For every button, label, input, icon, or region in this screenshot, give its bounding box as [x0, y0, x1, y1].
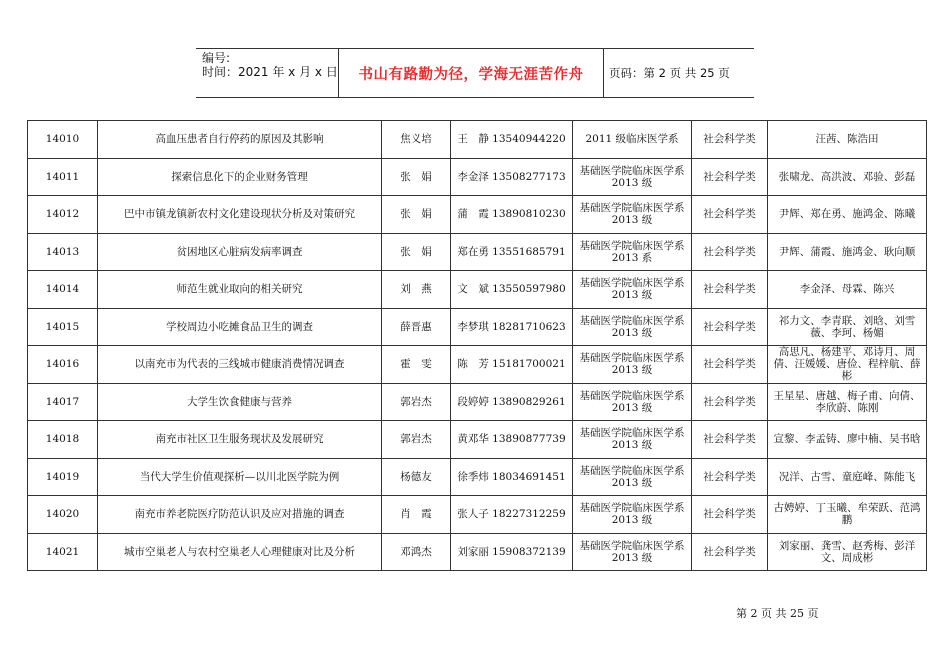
table-row [28, 196, 927, 234]
category-cell: 社会科学类 [692, 271, 768, 309]
department-cell: 基础医学院临床医学系 2013 级 [573, 271, 692, 309]
category-cell: 社会科学类 [692, 158, 768, 196]
members-cell: 刘家丽、龚雪、赵秀梅、彭洋文、周成彬 [768, 533, 927, 571]
department-cell: 基础医学院临床医学系 2013 级 [573, 158, 692, 196]
header-page-cell [604, 49, 754, 97]
table-row [28, 533, 927, 571]
project-id-cell: 14011 [28, 158, 98, 196]
project-title-cell: 南充市社区卫生服务现状及发展研究 [98, 421, 382, 459]
advisor-cell: 邓鸿杰 [382, 533, 451, 571]
category-cell: 社会科学类 [692, 196, 768, 234]
advisor-cell: 肖 霞 [382, 496, 451, 534]
leader-contact-cell: 文 斌 13550597980 [451, 271, 573, 309]
motto-text: 书山有路勤为径，学海无涯苦作舟 [358, 66, 584, 83]
table-row [28, 158, 927, 196]
date-label: 时间：2021 年 x 月 x 日 [202, 65, 338, 79]
department-cell: 基础医学院临床医学系 2013 系 [573, 233, 692, 271]
department-cell: 基础医学院临床医学系 2013 级 [573, 346, 692, 384]
members-cell: 况洋、古雪、童庭峰、陈能飞 [768, 458, 927, 496]
members-cell: 尹辉、郑在勇、施鸿金、陈曦 [768, 196, 927, 234]
advisor-cell: 薛晋惠 [382, 308, 451, 346]
advisor-cell: 张 娟 [382, 158, 451, 196]
project-title-cell: 高血压患者自行停药的原因及其影响 [98, 121, 382, 159]
leader-contact-cell: 李梦琪 18281710623 [451, 308, 573, 346]
table-row [28, 346, 927, 384]
leader-contact-cell: 王 静 13540944220 [451, 121, 573, 159]
advisor-cell: 刘 燕 [382, 271, 451, 309]
serial-number-label: 编号: [202, 51, 231, 65]
leader-contact-cell: 张人子 18227312259 [451, 496, 573, 534]
members-cell: 宣黎、李孟铸、廖中楠、吴书晗 [768, 421, 927, 459]
project-id-cell: 14019 [28, 458, 98, 496]
leader-contact-cell: 段婷婷 13890829261 [451, 383, 573, 421]
category-cell: 社会科学类 [692, 383, 768, 421]
members-cell: 古娉婷、丁玉曦、牟荣跃、范鸿鹏 [768, 496, 927, 534]
category-cell: 社会科学类 [692, 346, 768, 384]
department-cell: 基础医学院临床医学系 2013 级 [573, 308, 692, 346]
advisor-cell: 霍 雯 [382, 346, 451, 384]
project-title-cell: 城市空巢老人与农村空巢老人心理健康对比及分析 [98, 533, 382, 571]
table-row [28, 496, 927, 534]
advisor-cell: 焦义培 [382, 121, 451, 159]
category-cell: 社会科学类 [692, 308, 768, 346]
header-motto-cell [339, 49, 604, 97]
advisor-cell: 张 娟 [382, 196, 451, 234]
project-title-cell: 以南充市为代表的三线城市健康消费情况调查 [98, 346, 382, 384]
category-cell: 社会科学类 [692, 458, 768, 496]
project-id-cell: 14021 [28, 533, 98, 571]
project-id-cell: 14012 [28, 196, 98, 234]
page-footer: 第 2 页 共 25 页 [736, 607, 819, 620]
project-table [27, 120, 927, 571]
project-id-cell: 14016 [28, 346, 98, 384]
project-title-cell: 探索信息化下的企业财务管理 [98, 158, 382, 196]
members-cell: 汪茜、陈浩田 [768, 121, 927, 159]
advisor-cell: 郭岩杰 [382, 421, 451, 459]
table-row [28, 121, 927, 159]
project-id-cell: 14010 [28, 121, 98, 159]
leader-contact-cell: 李金泽 13508277173 [451, 158, 573, 196]
page-header [196, 48, 754, 98]
project-title-cell: 贫困地区心脏病发病率调查 [98, 233, 382, 271]
category-cell: 社会科学类 [692, 121, 768, 159]
project-id-cell: 14020 [28, 496, 98, 534]
leader-contact-cell: 陈 芳 15181700021 [451, 346, 573, 384]
advisor-cell: 张 娟 [382, 233, 451, 271]
table-row [28, 308, 927, 346]
department-cell: 基础医学院临床医学系 2013 级 [573, 383, 692, 421]
category-cell: 社会科学类 [692, 533, 768, 571]
table-row [28, 458, 927, 496]
advisor-cell: 郭岩杰 [382, 383, 451, 421]
members-cell: 尹辉、蒲霞、施鸿金、耿向顺 [768, 233, 927, 271]
category-cell: 社会科学类 [692, 421, 768, 459]
department-cell: 基础医学院临床医学系 2013 级 [573, 458, 692, 496]
project-title-cell: 当代大学生价值观探析—以川北医学院为例 [98, 458, 382, 496]
leader-contact-cell: 徐季炜 18034691451 [451, 458, 573, 496]
department-cell: 基础医学院临床医学系 2013 级 [573, 496, 692, 534]
project-title-cell: 师范生就业取向的相关研究 [98, 271, 382, 309]
table-row [28, 271, 927, 309]
page-code: 页码：第 2 页 共 25 页 [609, 66, 730, 80]
project-title-cell: 大学生饮食健康与营养 [98, 383, 382, 421]
table-row [28, 383, 927, 421]
table-row [28, 421, 927, 459]
leader-contact-cell: 蒲 霞 13890810230 [451, 196, 573, 234]
members-cell: 李金泽、母霖、陈兴 [768, 271, 927, 309]
category-cell: 社会科学类 [692, 496, 768, 534]
project-id-cell: 14017 [28, 383, 98, 421]
project-table-body [28, 121, 927, 571]
members-cell: 王星星、唐越、梅子甫、向倩、李欣蔚、陈刚 [768, 383, 927, 421]
project-id-cell: 14013 [28, 233, 98, 271]
department-cell: 基础医学院临床医学系 2013 级 [573, 196, 692, 234]
project-title-cell: 学校周边小吃摊食品卫生的调查 [98, 308, 382, 346]
members-cell: 高思凡、杨建平、邓诗月、周倩、汪媛媛、唐俭、程梓航、薛彬 [768, 346, 927, 384]
members-cell: 张啸龙、高洪波、邓验、彭磊 [768, 158, 927, 196]
project-title-cell: 巴中市镇龙镇新农村文化建设现状分析及对策研究 [98, 196, 382, 234]
department-cell: 基础医学院临床医学系 2013 级 [573, 421, 692, 459]
project-id-cell: 14018 [28, 421, 98, 459]
advisor-cell: 杨德友 [382, 458, 451, 496]
leader-contact-cell: 黄邓华 13890877739 [451, 421, 573, 459]
header-info [196, 49, 339, 97]
members-cell: 祁力文、李青联、刘晗、刘雪薇、李珂、杨媚 [768, 308, 927, 346]
department-cell: 基础医学院临床医学系 2013 级 [573, 533, 692, 571]
leader-contact-cell: 刘家丽 15908372139 [451, 533, 573, 571]
project-id-cell: 14015 [28, 308, 98, 346]
category-cell: 社会科学类 [692, 233, 768, 271]
table-row [28, 233, 927, 271]
project-title-cell: 南充市养老院医疗防范认识及应对措施的调查 [98, 496, 382, 534]
leader-contact-cell: 郑在勇 13551685791 [451, 233, 573, 271]
department-cell: 2011 级临床医学系 [573, 121, 692, 159]
project-id-cell: 14014 [28, 271, 98, 309]
